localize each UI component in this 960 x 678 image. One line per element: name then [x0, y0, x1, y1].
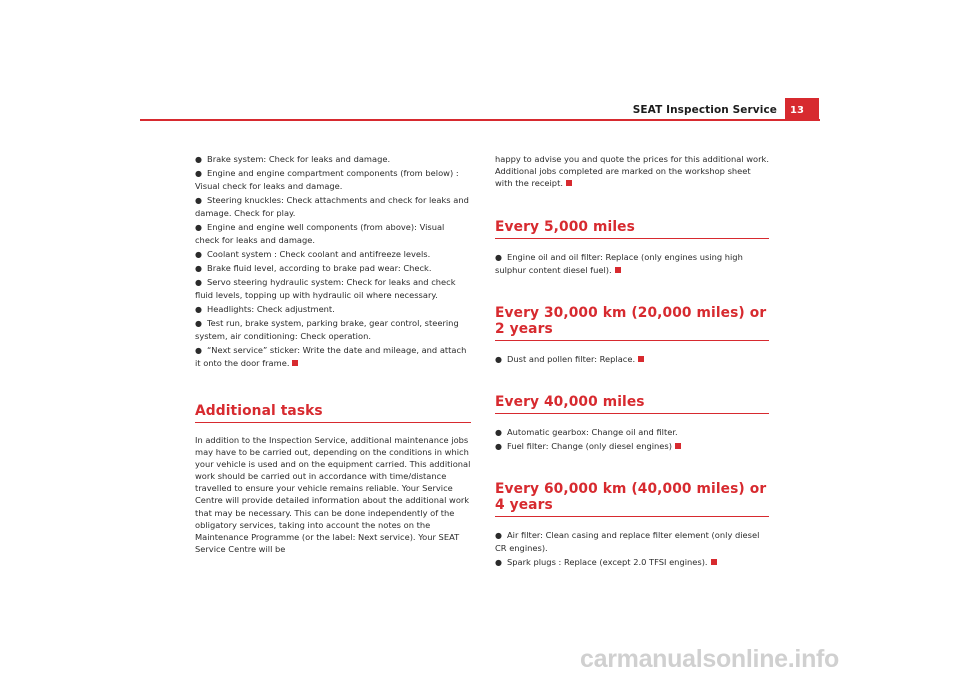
bullet-icon: ● [195, 223, 202, 232]
bullet-icon: ● [495, 558, 502, 568]
service-item: ● Fuel filter: Change (only diesel engines) [495, 440, 769, 453]
section-heading-every-30000-km: Every 30,000 km (20,000 miles) or 2 years [495, 305, 769, 341]
bullet-icon: ● [195, 155, 202, 164]
bullet-icon: ● [195, 169, 202, 178]
end-of-section-icon [566, 180, 572, 186]
end-of-section-icon [292, 360, 298, 366]
additional-tasks-text: In addition to the Inspection Service, additional maintenance jobs may have to be carried out, depending on the conditions in which your vehicle is used and on the equipment carried. This additional work should be carried out in accordance with time/distance travelled to ensure your vehicle remains reliable. Your Service Centre will provide detailed information about the additional work that may be necessary. This can be done independently of the obligatory services, taking into account the notes on the Maintenance Programme (or the label: Next service). Your SEAT Service Centre will be [195, 435, 471, 554]
section-heading-additional-tasks: Additional tasks [195, 403, 471, 423]
left-column [195, 153, 471, 555]
bullet-icon: ● [195, 196, 202, 205]
section-heading-every-60000-km: Every 60,000 km (40,000 miles) or 4 years [495, 481, 769, 517]
section-heading-every-5000-miles: Every 5,000 miles [495, 219, 769, 239]
checklist-item: ● Brake fluid level, according to brake pad wear: Check. [195, 263, 432, 273]
bullet-icon: ● [495, 531, 502, 541]
bullet-icon: ● [195, 264, 202, 273]
service-item: ● Spark plugs : Replace (except 2.0 TFSI engines). [495, 556, 769, 569]
bullet-icon: ● [495, 253, 502, 263]
checklist-item: ● Engine and engine well components (from above): Visual check for leaks and damage. [195, 222, 445, 245]
page-number-tab: 13 [785, 98, 819, 120]
watermark: carmanualsonline.info [580, 645, 840, 673]
checklist-item: ● Engine and engine compartment components (from below) : Visual check for leaks and damage. [195, 168, 459, 191]
bullet-icon: ● [495, 355, 502, 365]
checklist-item: ● Servo steering hydraulic system: Check for leaks and check fluid levels, topping up with hydraulic oil where necessary. [195, 277, 456, 300]
bullet-icon: ● [195, 319, 202, 328]
end-of-section-icon [638, 356, 644, 362]
section-heading-every-40000-miles: Every 40,000 miles [495, 394, 769, 414]
service-item: ● Engine oil and oil filter: Replace (only engines using high sulphur content diesel fuel). [495, 252, 743, 276]
bullet-icon: ● [195, 250, 202, 259]
checklist-item: ● Brake system: Check for leaks and damage. [195, 154, 391, 164]
service-item: ● Automatic gearbox: Change oil and filter. [495, 427, 678, 438]
checklist-item: ● Steering knuckles: Check attachments and check for leaks and damage. Check for play. [195, 195, 469, 218]
end-of-section-icon [711, 559, 717, 565]
end-of-section-icon [675, 443, 681, 449]
bullet-icon: ● [495, 428, 502, 438]
end-of-section-icon [615, 267, 621, 273]
right-column [495, 153, 769, 570]
bullet-icon: ● [195, 305, 202, 314]
checklist-item: ● Test run, brake system, parking brake, gear control, steering system, air conditioning: Check operation. [195, 318, 459, 341]
header-rule [140, 119, 820, 121]
bullet-icon: ● [195, 346, 202, 355]
bullet-icon: ● [495, 442, 502, 452]
checklist-item: ● Coolant system : Check coolant and antifreeze levels. [195, 249, 431, 259]
checklist-item: ● “Next service” sticker: Write the date and mileage, and attach it onto the door frame. [195, 345, 467, 368]
service-item: ● Air filter: Clean casing and replace filter element (only diesel CR engines). [495, 530, 760, 554]
header-title: SEAT Inspection Service [632, 104, 777, 116]
checklist-item: ● Headlights: Check adjustment. [195, 304, 335, 314]
service-item: ● Dust and pollen filter: Replace. [495, 353, 769, 366]
continuation-text: happy to advise you and quote the prices for this additional work. Additional jobs completed are marked on the workshop sheet with the receipt. [495, 154, 769, 189]
bullet-icon: ● [195, 278, 202, 287]
